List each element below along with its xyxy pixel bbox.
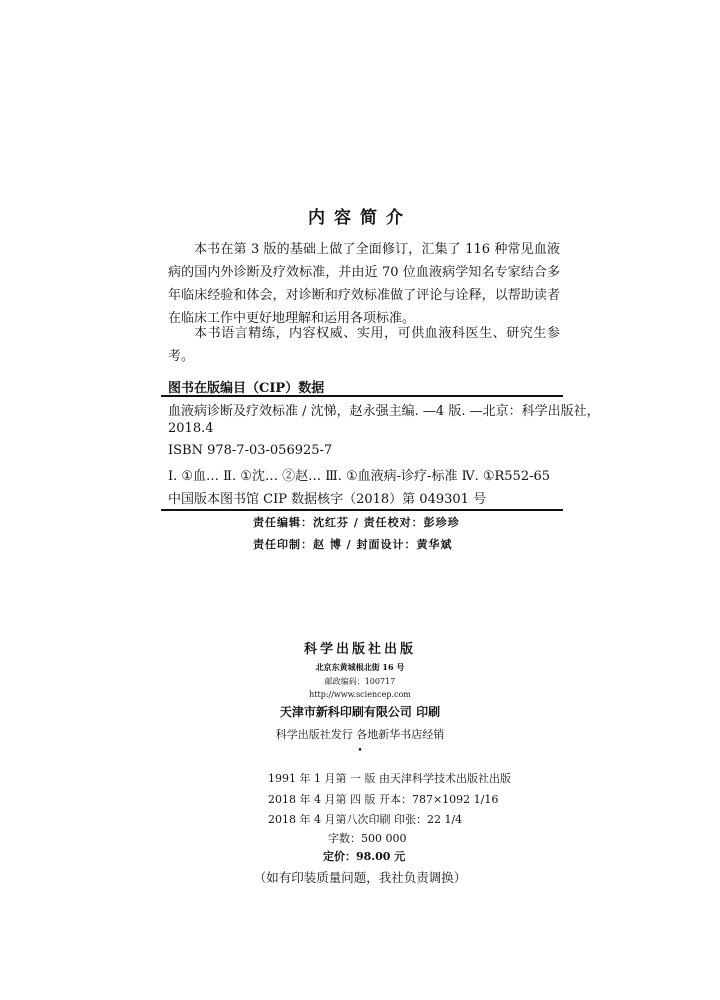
edition-line-2: 2018 年 4 月第 四 版 开本：787×1092 1/16	[268, 793, 499, 806]
publisher-name: 科学出版社出版	[303, 642, 416, 657]
summary-paragraph-2: 本书语言精练，内容权威、实用，可供血液科医生、研究生参考。	[168, 326, 560, 364]
cip-line-1: 血液病诊断及疗效标准 / 沈悌，赵永强主编. —4 版. —北京：科学出版社，	[168, 404, 600, 419]
cip-classification: Ⅰ. ①血… Ⅱ. ①沈… ②赵… Ⅲ. ①血液病-诊疗-标准 Ⅳ. ①R552-65	[168, 469, 551, 484]
cip-line-2: 2018.4	[168, 421, 214, 436]
edition-line-1: 1991 年 1 月第 一 版 由天津科学技术出版社出版	[268, 772, 511, 785]
summary-title: 内容简介	[308, 208, 412, 228]
publisher-address: 北京东黄城根北街 16 号	[315, 662, 405, 672]
cip-top-rule	[161, 395, 563, 397]
word-count: 字数：500 000	[328, 832, 407, 845]
summary-paragraph-1: 本书在第 3 版的基础上做了全面修订，汇集了 116 种常见血液病的国内外诊断及疗效标准，并由近 70 位血液病学知名专家结合多年临床经验和体会，对诊断和疗效标准做了评论与诠释，以帮助读者在临床工作中更好地理解和运用各项标准。	[168, 242, 560, 326]
printer-line: 天津市新科印刷有限公司 印刷	[279, 705, 441, 719]
editors-line-1: 责任编辑：沈红芬 / 责任校对：彭珍珍	[253, 516, 460, 529]
edition-line-3: 2018 年 4 月第八次印刷 印张：22 1/4	[268, 813, 463, 826]
price: 定价：98.00 元	[323, 850, 406, 863]
quality-note: （如有印装质量问题，我社负责调换）	[253, 870, 467, 885]
publisher-postcode: 邮政编码：100717	[324, 677, 396, 686]
cip-record: 中国版本图书馆 CIP 数据核字（2018）第 049301 号	[168, 492, 487, 507]
editors-line-2: 责任印制：赵 博 / 封面设计：黄华斌	[253, 538, 453, 551]
separator-bullet: •	[357, 746, 363, 756]
distribution-line: 科学出版社发行 各地新华书店经销	[275, 728, 445, 741]
cip-isbn: ISBN 978-7-03-056925-7	[168, 443, 333, 458]
publisher-url: http://www.sciencep.com	[309, 690, 411, 699]
cip-bottom-rule	[161, 509, 563, 511]
cip-heading: 图书在版编目（CIP）数据	[168, 381, 325, 396]
